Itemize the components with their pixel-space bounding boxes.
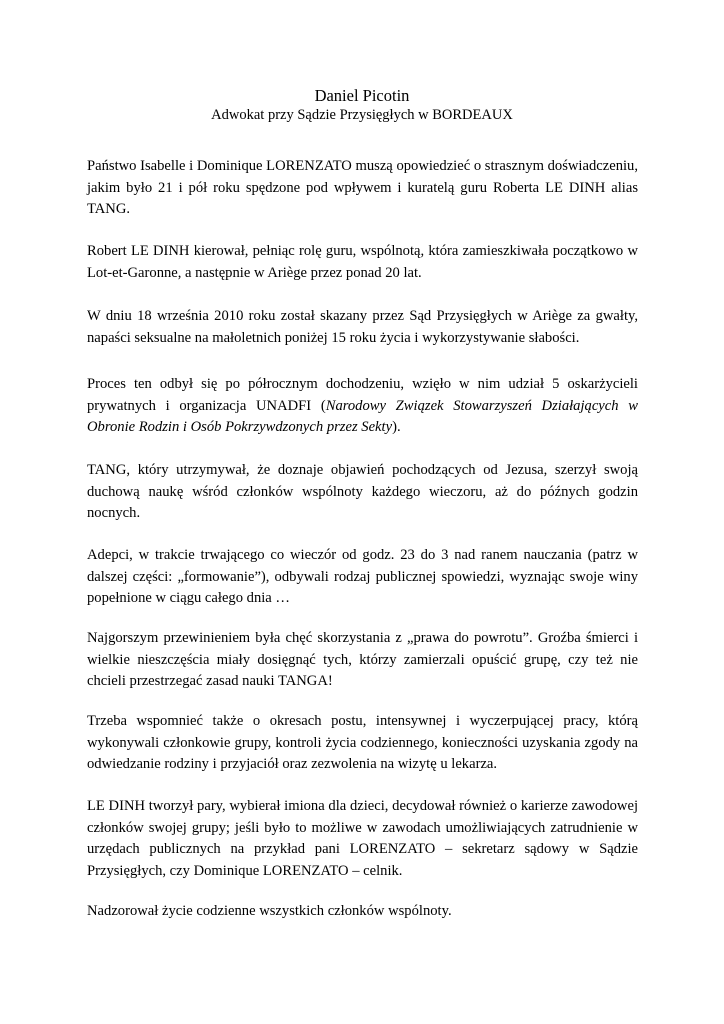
- paragraph-9: LE DINH tworzył pary, wybierał imiona dla dzieci, decydował również o karierze zawodowej członków swojej grupy; jeśli było to możliwe w zawodach umożliwiających zatrudnienie w urzędach publicznych na przykład pani LORENZATO – sekretarz sądowy w Sądzie Przysięgłych, czy Dominique LORENZATO – celnik.: [87, 798, 638, 879]
- paragraph-2: Robert LE DINH kierował, pełniąc rolę guru, wspólnotą, która zamieszkiwała początkowo w Lot-et-Garonne, a następnie w Ariège przez ponad 20 lat.: [87, 243, 638, 281]
- paragraph-4-organization-name: Narodowy Związek Stowarzyszeń Działających w Obronie Rodzin i Osób Pokrzywdzonych przez Sekty: [87, 397, 638, 435]
- paragraph-3: W dniu 18 września 2010 roku został skazany przez Sąd Przysięgłych w Ariège za gwałty, napaści seksualne na małoletnich poniżej 15 roku życia i wykorzystywanie słabości.: [87, 308, 638, 346]
- paragraph-4: [87, 374, 638, 439]
- paragraph-1: Państwo Isabelle i Dominique LORENZATO muszą opowiedzieć o strasznym doświadczeniu, jakim było 21 i pół roku spędzone pod wpływem i kuratelą guru Roberta LE DINH alias TANG.: [87, 158, 638, 217]
- paragraph-6: Adepci, w trakcie trwającego co wieczór od godz. 23 do 3 nad ranem nauczania (patrz w dalszej części: „formowanie”), odbywali rodzaj publicznej spowiedzi, wyznając swoje winy popełnione w ciągu całego dnia …: [87, 547, 638, 606]
- paragraph-10: Nadzorował życie codzienne wszystkich członków wspólnoty.: [87, 903, 452, 919]
- paragraph-8: Trzeba wspomnieć także o okresach postu, intensywnej i wyczerpującej pracy, którą wykonywali członkowie grupy, kontroli życia codziennego, konieczności uzyskania zgody na odwiedzanie rodziny i przyjaciół oraz zezwolenia na wizytę u lekarza.: [87, 713, 638, 772]
- paragraph-4-end: ).: [392, 419, 401, 435]
- author-name: Daniel Picotin: [314, 86, 410, 105]
- author-subtitle: Adwokat przy Sądzie Przysięgłych w BORDEAUX: [211, 107, 513, 123]
- paragraph-4-text: Proces ten odbył się po półrocznym dochodzeniu, wzięło w nim udział 5 oskarżycieli prywatnych i organizacja UNADFI (: [87, 376, 638, 414]
- paragraph-7: Najgorszym przewinieniem była chęć skorzystania z „prawa do powrotu”. Groźba śmierci i wielkie nieszczęścia miały dosięgnąć tych, którzy zamierzali opuścić grupę, czy też nie chcieli przestrzegać zasad nauki TANGA!: [87, 630, 638, 689]
- paragraph-5: TANG, który utrzymywał, że doznaje objawień pochodzących od Jezusa, szerzył swoją duchową naukę wśród członków wspólnoty każdego wieczoru, aż do późnych godzin nocnych.: [87, 462, 638, 521]
